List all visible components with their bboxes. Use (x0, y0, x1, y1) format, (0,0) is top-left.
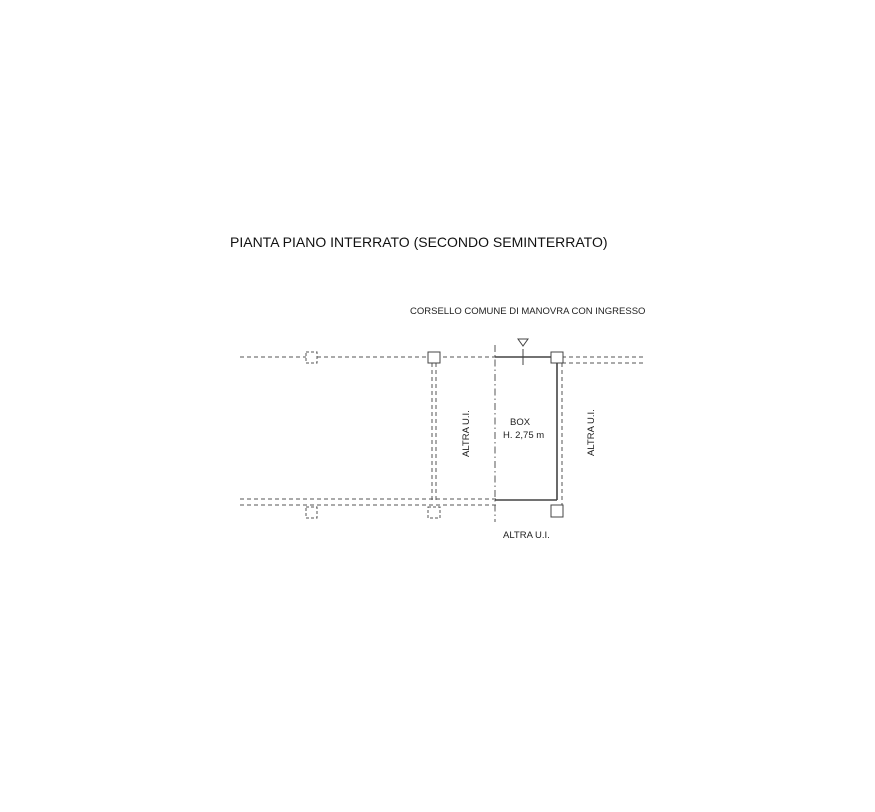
box-height-label: H. 2,75 m (503, 430, 545, 441)
entrance-marker-icon (518, 339, 528, 365)
top-wall-dashed (240, 357, 645, 363)
pillar-bottom-right (551, 505, 563, 517)
pillar-bottom-middle (428, 507, 440, 518)
bottom-wall-dashed (240, 499, 498, 505)
neighbor-left-label: ALTRA U.I. (461, 410, 472, 457)
neighbor-right-label: ALTRA U.I. (586, 409, 597, 456)
page-title: PIANTA PIANO INTERRATO (SECONDO SEMINTERRATO) (230, 234, 608, 250)
pillar-top-right (551, 352, 563, 363)
box-walls (495, 357, 557, 500)
neighbor-bottom-label: ALTRA U.I. (503, 530, 550, 541)
inner-partition-dashed (432, 363, 436, 500)
corridor-label: CORSELLO COMUNE DI MANOVRA CON INGRESSO (410, 306, 646, 317)
pillar-bottom-left (306, 507, 317, 518)
pillar-top-left (306, 352, 317, 363)
pillar-top-middle (428, 352, 440, 363)
box-name-label: BOX (510, 417, 531, 428)
